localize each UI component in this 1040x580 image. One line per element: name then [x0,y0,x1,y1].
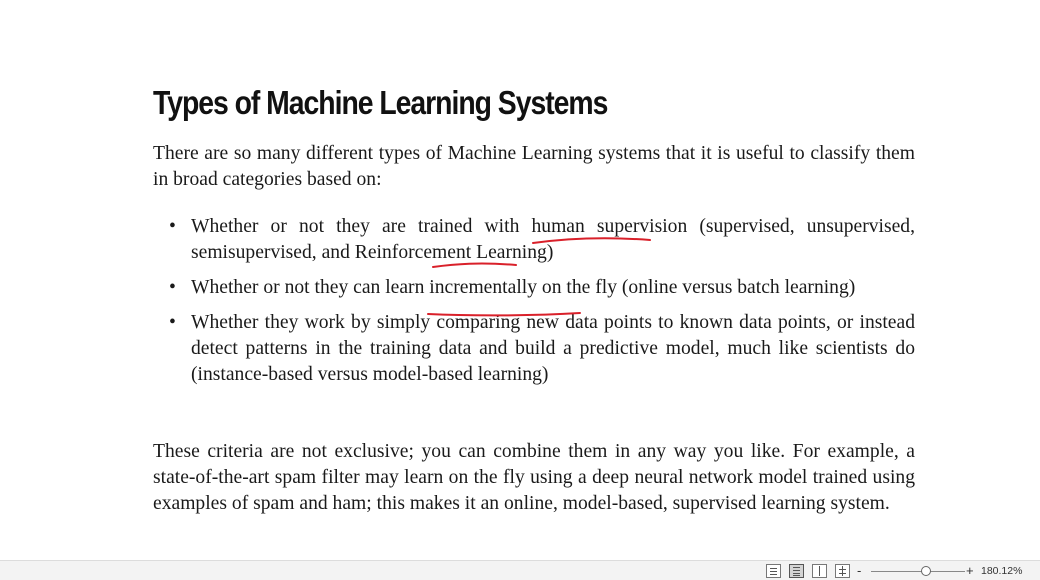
closing-paragraph: These criteria are not exclusive; you can combine them in any way you like. For example, a state-of-the-art spam filter may learn on the fly using a deep neural network model trained using examples of spam and ham; this makes it an online, model-based, supervised learning system. [153,441,915,514]
zoom-out-button[interactable]: - [857,563,862,578]
zoom-slider[interactable] [871,571,965,572]
two-page-view-icon[interactable] [812,564,827,578]
single-page-view-icon[interactable] [766,564,781,578]
bullet-list [153,214,915,388]
bullet-item-supervision [153,214,915,266]
bullet-icon: • [169,277,176,298]
page-title: Types of Machine Learning Systems [153,84,608,121]
continuous-view-icon[interactable] [789,564,804,578]
zoom-in-button[interactable]: + [966,563,974,578]
bullet-text: Whether or not they can learn incrementally on the fly (online versus batch learning) [191,277,856,298]
bullet-item-instance-model [153,310,915,388]
intro-paragraph: There are so many different types of Machine Learning systems that it is useful to classify them in broad categories based on: [153,143,915,190]
status-bar [0,560,1040,580]
bullet-icon: • [169,216,176,237]
bullet-text: Whether or not they are trained with human supervision (supervised, unsupervised, semisupervised, and Reinforcement Learning) [191,216,915,263]
bullet-text: Whether they work by simply comparing new data points to known data points, or instead detect patterns in the training data and build a predictive model, much like scientists do (instance-based versus model-based learning) [191,312,915,385]
bullet-icon: • [169,312,176,333]
zoom-level[interactable]: 180.12% [981,565,1023,577]
zoom-slider-thumb[interactable] [921,566,931,576]
bullet-item-incremental [153,275,915,301]
book-view-icon[interactable] [835,564,850,578]
